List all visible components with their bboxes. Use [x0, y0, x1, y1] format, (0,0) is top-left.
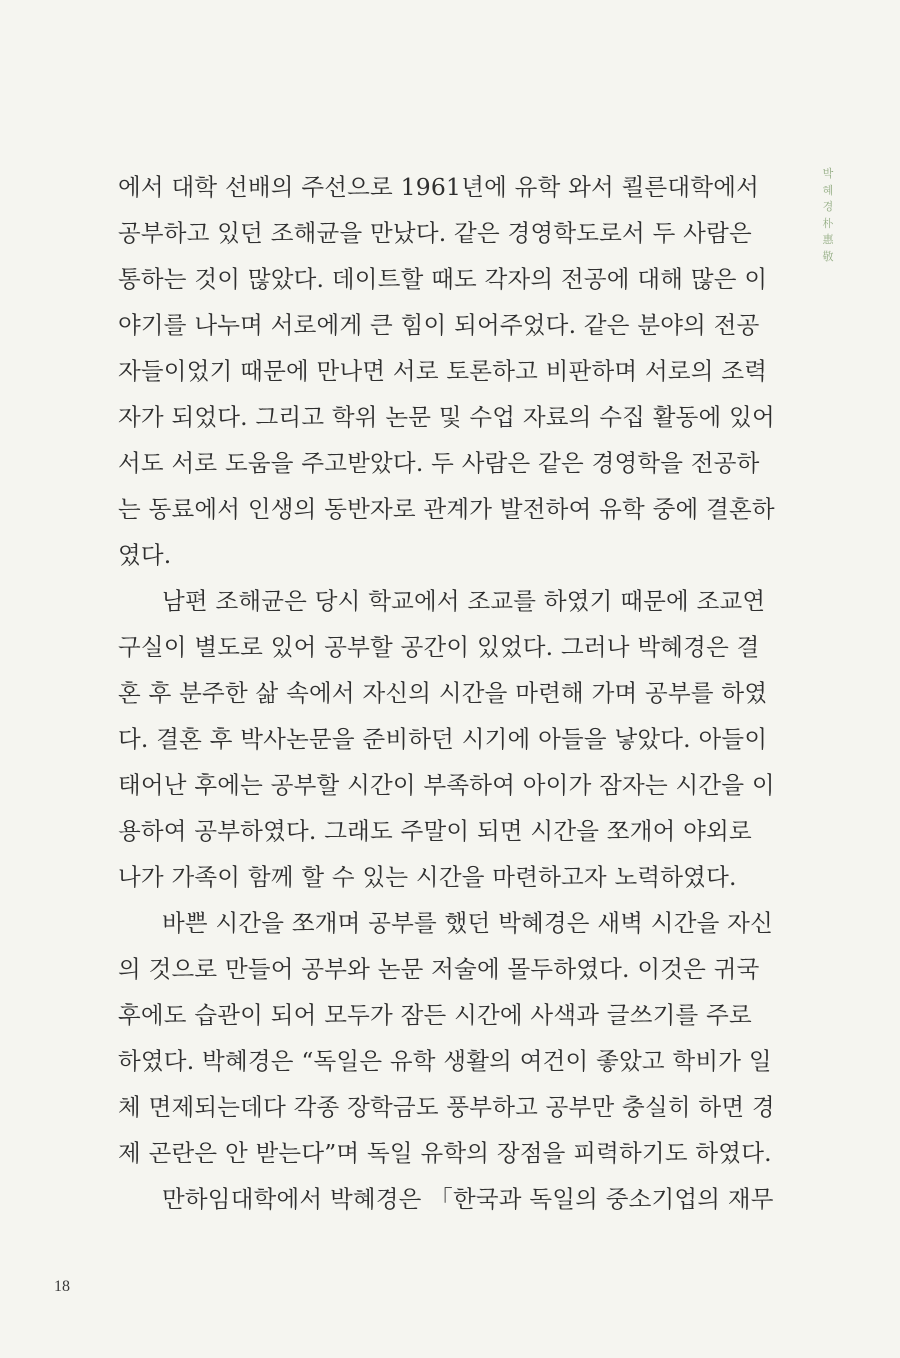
side-label-char: 朴: [822, 216, 834, 230]
paragraph: [118, 900, 775, 1176]
text-line: 혼 후 분주한 삶 속에서 자신의 시간을 마련해 가며 공부를 하였: [118, 679, 768, 707]
page-number: 18: [54, 1278, 70, 1295]
text-line: 다. 결혼 후 박사논문을 준비하던 시기에 아들을 낳았다. 아들이: [118, 725, 768, 753]
text-line: 태어난 후에는 공부할 시간이 부족하여 아이가 잠자는 시간을 이: [118, 771, 775, 799]
side-label-char: 敬: [822, 249, 834, 263]
text-line: 체 면제되는데다 각종 장학금도 풍부하고 공부만 충실히 하면 경: [118, 1093, 775, 1121]
text-line: 남편 조해균은 당시 학교에서 조교를 하였기 때문에 조교연: [162, 587, 766, 615]
paragraph: [118, 1176, 774, 1222]
side-label-char: 惠: [822, 233, 834, 246]
text-line: 통하는 것이 많았다. 데이트할 때도 각자의 전공에 대해 많은 이: [118, 265, 768, 293]
side-label-char: 혜: [822, 183, 834, 197]
running-header-side-label: [816, 166, 840, 265]
text-line: 공부하고 있던 조해균을 만났다. 같은 경영학도로서 두 사람은: [118, 219, 752, 247]
paragraph: [118, 164, 775, 578]
text-line: 의 것으로 만들어 공부와 논문 저술에 몰두하였다. 이것은 귀국: [118, 955, 760, 983]
text-line: 용하여 공부하였다. 그래도 주말이 되면 시간을 쪼개어 야외로: [118, 817, 752, 845]
text-line: 에서 대학 선배의 주선으로 1961년에 유학 와서 쾰른대학에서: [118, 173, 760, 201]
body-text: [118, 164, 775, 1222]
side-label-char: 경: [822, 200, 834, 213]
side-label-char: 박: [822, 167, 834, 180]
text-line: 제 곤란은 안 받는다”며 독일 유학의 장점을 피력하기도 하였다.: [118, 1139, 772, 1167]
text-line: 야기를 나누며 서로에게 큰 힘이 되어주었다. 같은 분야의 전공: [118, 311, 760, 339]
text-line: 자들이었기 때문에 만나면 서로 토론하고 비판하며 서로의 조력: [118, 357, 768, 385]
text-line: 바쁜 시간을 쪼개며 공부를 했던 박혜경은 새벽 시간을 자신: [162, 909, 773, 937]
paragraph: [118, 578, 775, 900]
text-line: 후에도 습관이 되어 모두가 잠든 시간에 사색과 글쓰기를 주로: [118, 1001, 752, 1029]
text-line: 는 동료에서 인생의 동반자로 관계가 발전하여 유학 중에 결혼하: [118, 495, 775, 523]
text-line: 였다.: [118, 541, 172, 569]
text-line: 만하임대학에서 박혜경은 「한국과 독일의 중소기업의 재무: [162, 1185, 774, 1213]
text-line: 구실이 별도로 있어 공부할 공간이 있었다. 그러나 박혜경은 결: [118, 633, 760, 661]
text-line: 나가 가족이 함께 할 수 있는 시간을 마련하고자 노력하였다.: [118, 863, 737, 891]
text-line: 서도 서로 도움을 주고받았다. 두 사람은 같은 경영학을 전공하: [118, 449, 760, 477]
text-line: 자가 되었다. 그리고 학위 논문 및 수업 자료의 수집 활동에 있어: [118, 403, 775, 431]
text-line: 하였다. 박혜경은 “독일은 유학 생활의 여건이 좋았고 학비가 일: [118, 1047, 772, 1075]
